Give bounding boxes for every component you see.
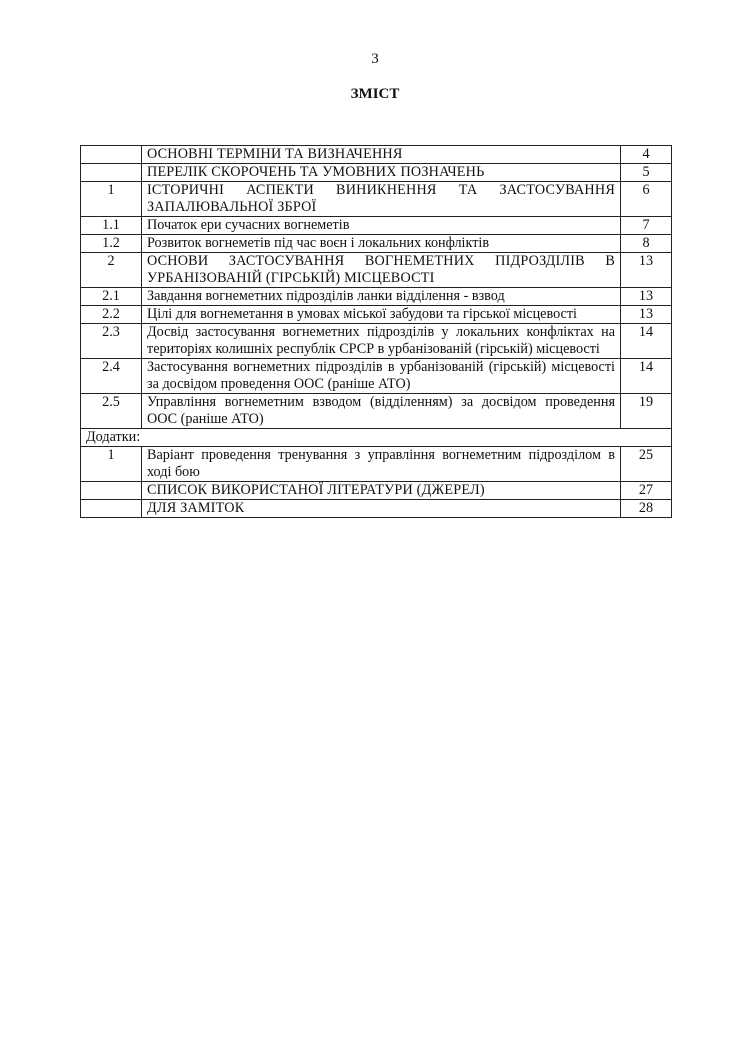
toc-row <box>81 217 672 235</box>
toc-row-page: 28 <box>621 500 672 518</box>
toc-row-page: 7 <box>621 217 672 235</box>
appendix-label: Додатки: <box>81 429 672 447</box>
toc-row-page: 13 <box>621 253 672 288</box>
toc-row-title: Досвід застосування вогнеметних підрозділів у локальних конфліктах на територіях колишніх республік СРСР в урбанізованій (гірській) місцевості <box>142 324 621 359</box>
toc-row <box>81 447 672 482</box>
toc-row-page: 13 <box>621 306 672 324</box>
toc-row <box>81 359 672 394</box>
toc-row <box>81 164 672 182</box>
toc-row-title: Розвиток вогнеметів під час воєн і локальних конфліктів <box>142 235 621 253</box>
toc-row-number: 2.4 <box>81 359 142 394</box>
toc-row-page: 27 <box>621 482 672 500</box>
toc-row <box>81 394 672 429</box>
toc-row-title: Варіант проведення тренування з управління вогнеметним підрозділом в ході бою <box>142 447 621 482</box>
page-number: 3 <box>371 51 379 67</box>
toc-row-page: 8 <box>621 235 672 253</box>
toc-row-title: ДЛЯ ЗАМІТОК <box>142 500 621 518</box>
toc-row-number: 2.2 <box>81 306 142 324</box>
toc-row-page: 4 <box>621 146 672 164</box>
appendix-header-row <box>81 429 672 447</box>
toc-row <box>81 146 672 164</box>
toc-row-title: Початок ери сучасних вогнеметів <box>142 217 621 235</box>
toc-row-page: 14 <box>621 359 672 394</box>
toc-row-page: 19 <box>621 394 672 429</box>
table-of-contents <box>80 145 672 518</box>
toc-row <box>81 182 672 217</box>
toc-row-page: 6 <box>621 182 672 217</box>
toc-row <box>81 253 672 288</box>
toc-row-page: 14 <box>621 324 672 359</box>
toc-row <box>81 482 672 500</box>
toc-row-number <box>81 146 142 164</box>
toc-row-title: ПЕРЕЛІК СКОРОЧЕНЬ ТА УМОВНИХ ПОЗНАЧЕНЬ <box>142 164 621 182</box>
toc-row-page: 13 <box>621 288 672 306</box>
toc-row <box>81 235 672 253</box>
toc-row-title: Цілі для вогнеметання в умовах міської забудови та гірської місцевості <box>142 306 621 324</box>
toc-row <box>81 500 672 518</box>
toc-row-title: Управління вогнеметним взводом (відділенням) за досвідом проведення ООС (раніше АТО) <box>142 394 621 429</box>
toc-row-title: ОСНОВНІ ТЕРМІНИ ТА ВИЗНАЧЕННЯ <box>142 146 621 164</box>
toc-row-number: 1.1 <box>81 217 142 235</box>
toc-row-number: 2 <box>81 253 142 288</box>
toc-row <box>81 288 672 306</box>
toc-row <box>81 306 672 324</box>
toc-row-title: ІСТОРИЧНІ АСПЕКТИ ВИНИКНЕННЯ ТА ЗАСТОСУВАННЯ ЗАПАЛЮВАЛЬНОЇ ЗБРОЇ <box>142 182 621 217</box>
toc-row-title: ОСНОВИ ЗАСТОСУВАННЯ ВОГНЕМЕТНИХ ПІДРОЗДІЛІВ В УРБАНІЗОВАНІЙ (ГІРСЬКІЙ) МІСЦЕВОСТІ <box>142 253 621 288</box>
toc-row-title: Застосування вогнеметних підрозділів в урбанізованій (гірській) місцевості за досвідом проведення ООС (раніше АТО) <box>142 359 621 394</box>
toc-row-page: 25 <box>621 447 672 482</box>
toc-row-title: СПИСОК ВИКОРИСТАНОЇ ЛІТЕРАТУРИ (ДЖЕРЕЛ) <box>142 482 621 500</box>
toc-row-number: 1.2 <box>81 235 142 253</box>
toc-row-number: 2.3 <box>81 324 142 359</box>
toc-row <box>81 324 672 359</box>
toc-row-number: 2.1 <box>81 288 142 306</box>
toc-row-title: Завдання вогнеметних підрозділів ланки відділення - взвод <box>142 288 621 306</box>
toc-row-number: 1 <box>81 447 142 482</box>
document-title: ЗМІСТ <box>350 86 400 102</box>
toc-row-number <box>81 164 142 182</box>
toc-row-number: 2.5 <box>81 394 142 429</box>
toc-row-number <box>81 500 142 518</box>
toc-row-number <box>81 482 142 500</box>
toc-row-number: 1 <box>81 182 142 217</box>
toc-row-page: 5 <box>621 164 672 182</box>
